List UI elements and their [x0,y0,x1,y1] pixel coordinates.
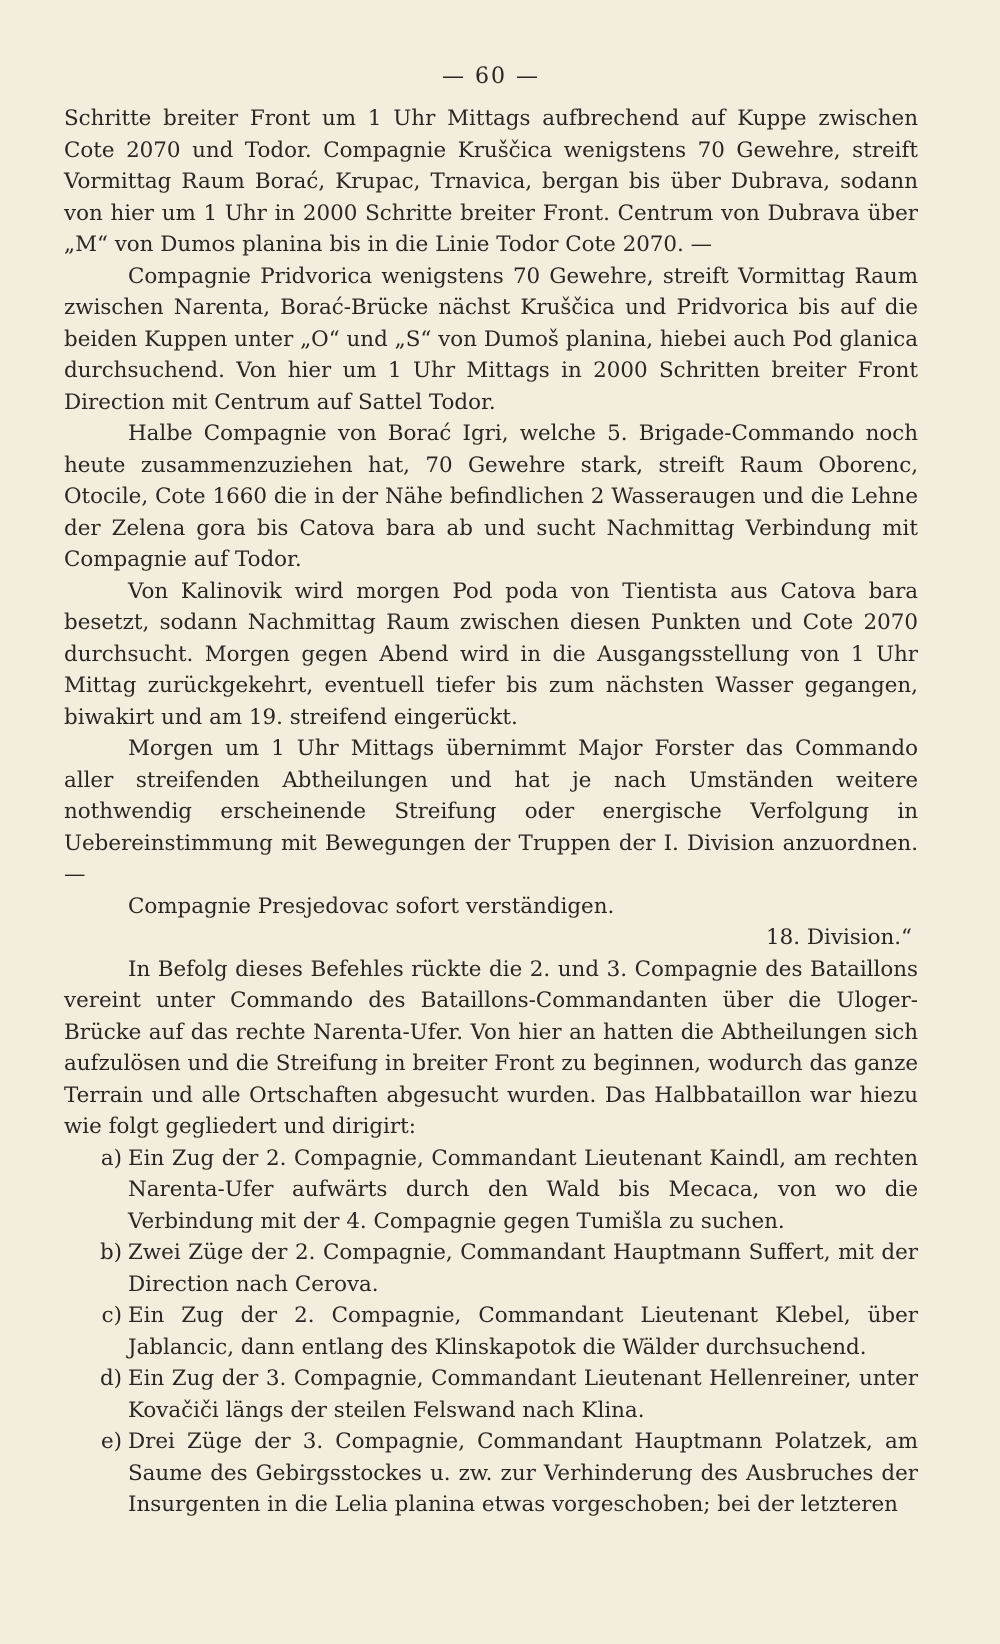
list-item [64,1143,918,1238]
list-item [64,1426,918,1521]
paragraph: Compagnie Pridvorica wenigstens 70 Gewehre, streift Vormittag Raum zwischen Narenta, Borać-Brücke nächst Kruščica und Pridvorica bis auf die beiden Kuppen unter „O“ und „S“ von Dumoš planina, hiebei auch Pod glanica durchsuchend. Von hier um 1 Uhr Mittags in 2000 Schritten breiter Front Direction mit Centrum auf Sattel Todor. [64,263,918,415]
list-item-text: Zwei Züge der 2. Compagnie, Commandant Hauptmann Suffert, mit der Direction nach Cerova. [128,1240,918,1297]
paragraph: In Befolg dieses Befehles rückte die 2. und 3. Compagnie des Bataillons vereint unter Commando des Bataillons-Commandanten über die Uloger-Brücke auf das rechte Narenta-Ufer. Von hier an hatten die Abtheilungen sich aufzulösen und die Streifung in breiter Front zu beginnen, wodurch das ganze Terrain und alle Ortschaften abgesucht wurden. Das Halbbataillon war hiezu wie folgt gegliedert und dirigirt: [64,956,918,1139]
list-item [64,1300,918,1363]
list-item-label: d) [99,1366,122,1391]
list-item-label: e) [100,1429,122,1454]
paragraph: Schritte breiter Front um 1 Uhr Mittags aufbrechend auf Kuppe zwischen Cote 2070 und Todor. Compagnie Kruščica wenigstens 70 Gewehre, streift Vormittag Raum Borać, Krupac, Trnavica, bergan bis über Dubrava, sodann von hier um 1 Uhr in 2000 Schritte breiter Front. Centrum von Dubrava über „M“ von Dumos planina bis in die Linie Todor Cote 2070. — [64,106,918,257]
list-item-text: Drei Züge der 3. Compagnie, Commandant Hauptmann Polatzek, am Saume des Gebirgsstockes u. zw. zur Verhinderung des Ausbruches der Insurgenten in die Lelia planina etwas vorgeschoben; bei der letzteren [128,1429,918,1517]
page-number: — 60 — [442,64,540,89]
paragraph: Von Kalinovik wird morgen Pod poda von Tientista aus Catova bara besetzt, sodann Nachmittag Raum zwischen diesen Punkten und Cote 2070 durchsucht. Morgen gegen Abend wird in die Ausgangsstellung von 1 Uhr Mittag zurückgekehrt, eventuell tiefer bis zum nächsten Wasser gegangen, biwakirt und am 19. streifend eingerückt. [64,578,918,730]
list-item-text: Ein Zug der 2. Compagnie, Commandant Lieutenant Klebel, über Jablancic, dann entlang des Klinskapotok die Wälder durchsuchend. [128,1303,918,1360]
deployment-list [64,1143,918,1521]
list-item-text: Ein Zug der 2. Compagnie, Commandant Lieutenant Kaindl, am rechten Narenta-Ufer aufwärts durch den Wald bis Mecaca, von wo die Verbindung mit der 4. Compagnie gegen Tumišla zu suchen. [128,1145,918,1234]
body-text [64,103,918,1521]
order-signature: 18. Division.“ [766,925,912,950]
list-item [64,1237,918,1300]
list-item-label: c) [101,1303,122,1328]
list-item [64,1363,918,1426]
list-item-text: Ein Zug der 3. Compagnie, Commandant Lieutenant Hellenreiner, unter Kovačiči längs der steilen Felswand nach Klina. [128,1366,918,1423]
paragraph: Compagnie Presjedovac sofort verständigen. [128,893,615,919]
paragraph: Halbe Compagnie von Borać Igri, welche 5. Brigade-Commando noch heute zusammenzuziehen hat, 70 Gewehre stark, streift Raum Oborenc, Otocile, Cote 1660 die in der Nähe befindlichen 2 Wasseraugen und die Lehne der Zelena gora bis Catova bara ab und sucht Nachmittag Verbindung mit Compagnie auf Todor. [64,421,918,572]
list-item-label: b) [99,1240,122,1265]
paragraph: Morgen um 1 Uhr Mittags übernimmt Major Forster das Commando aller streifenden Abtheilungen und hat je nach Umständen weitere nothwendig erscheinende Streifung oder energische Verfolgung in Uebereinstimmung mit Bewegungen der Truppen der I. Division anzuordnen. — [64,736,918,887]
list-item-label: a) [100,1145,122,1171]
